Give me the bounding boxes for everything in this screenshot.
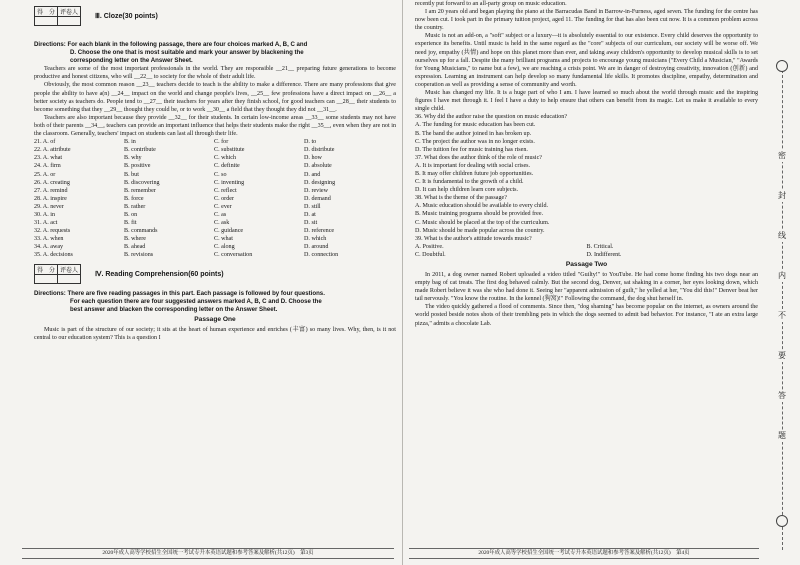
cloze-option: B. fit — [124, 220, 137, 227]
seal-line-char: 内 — [775, 270, 789, 282]
seal-line-char: 题 — [775, 430, 789, 442]
questions-36-39 — [415, 113, 758, 259]
question-stem: 38. What is the theme of the passage? — [415, 195, 507, 202]
left-footer: 2020年成人高等学校招生全国统一考试专升本英语试题和参考答案及解析(共12页) 第3页 — [22, 548, 394, 559]
cloze-option: C. ever — [214, 203, 232, 210]
cloze-option: D. which — [304, 236, 327, 243]
answer-option: B. Music training programs should be provided free. — [415, 211, 544, 218]
seal-line-char: 要 — [775, 350, 789, 362]
cloze-options — [34, 138, 396, 259]
cloze-option: D. connection — [304, 252, 339, 259]
cloze-option: 24. A. firm — [34, 163, 61, 170]
cloze-option: D. around — [304, 244, 329, 251]
question-stem: 36. Why did the author raise the question on music education? — [415, 114, 568, 121]
right-page — [403, 0, 761, 565]
cloze-option: 31. A. act — [34, 220, 58, 227]
section3-title: Ⅲ. Cloze(30 points) — [95, 13, 158, 20]
cloze-option: D. absolute — [304, 163, 332, 170]
question-options — [415, 202, 758, 234]
answer-option: D. The tuition fee for music training has risen. — [415, 146, 528, 153]
cloze-option: C. what — [214, 236, 233, 243]
seal-line-char: 封 — [775, 190, 789, 202]
answer-option: C. The project the author was in no longer exists. — [415, 138, 535, 145]
cloze-option: B. positive — [124, 163, 151, 170]
cloze-option: D. and — [304, 171, 321, 178]
section4-title: Ⅳ. Reading Comprehension(60 points) — [95, 270, 224, 278]
cloze-option: 22. A. attribute — [34, 147, 71, 154]
cloze-option: C. definite — [214, 163, 240, 170]
cloze-option: 34. A. away — [34, 244, 64, 251]
cloze-option: D. at — [304, 211, 316, 218]
question-options — [415, 162, 758, 194]
passage-two — [415, 271, 758, 328]
answer-option: B. Critical. — [586, 243, 614, 250]
cloze-option: 32. A. requests — [34, 228, 71, 235]
cloze-option: C. inventing — [214, 179, 245, 186]
cloze-option: 23. A. what — [34, 155, 63, 162]
cloze-option: D. sit — [304, 220, 318, 227]
cloze-option: C. which — [214, 155, 237, 162]
cloze-option: C. guidance — [214, 228, 244, 235]
cloze-option: C. along — [214, 244, 235, 251]
passage-paragraph: Music has changed my life. It is a huge part of who I am. I have learned so much about the world through music and the inspiring figures I have met through it. I feel I have a duty to help ensure that others can benefit from its magic. Let us make it available to every single child. — [415, 90, 758, 113]
cloze-option: B. but — [124, 171, 139, 178]
cloze-option: C. ask — [214, 220, 230, 227]
cloze-option: 27. A. remind — [34, 187, 68, 194]
passage-two-title: Passage Two — [565, 261, 608, 268]
seal-line-char: 线 — [775, 230, 789, 242]
cloze-option: 33. A. when — [34, 236, 64, 243]
answer-option: B. It may offer children future job opportunities. — [415, 170, 534, 177]
cloze-directions: Directions: For each blank in the following passage, there are four choices marked A, B, C and D. Choose the one that is most suitable and mark your answer by blackening the corresponding letter on the Answer Sheet. — [34, 41, 308, 65]
passage-one-start: Music is part of the structure of our society; it sits at the heart of human experience and enriches (丰富) so many lives. Why, then, is it not central to our education system? This is a question I — [34, 326, 396, 341]
cloze-option: D. demand — [304, 195, 331, 202]
cloze-option: 35. A. decisions — [34, 252, 73, 259]
cloze-option: B. commands — [124, 228, 158, 235]
cloze-option: C. order — [214, 195, 234, 202]
section3-header — [34, 6, 396, 26]
cloze-paragraph: Obviously, the most common reason __23__ teachers decide to teach is the ability to make a difference. There are many professions that give people the ability to have a(n) __24__ impact on the world and change people's lives, __25__ few professions have a direct impact on __26__ a better society as teachers do. People tend to __27__ their teachers for years after they finish school, for good teachers can __28__ their students to become something that they __29__ thought they could be, or to work __30__ a field that they thought they did not __31__. — [34, 82, 396, 113]
question-stem: 39. What is the author's attitude towards music? — [415, 235, 532, 242]
cloze-option: C. so — [214, 171, 227, 178]
cloze-option: B. remember — [124, 187, 156, 194]
cloze-option: 21. A. of — [34, 139, 56, 146]
answer-option: A. The funding for music education has been cut. — [415, 122, 536, 129]
cloze-option: D. designing — [304, 179, 336, 186]
binding-hole — [776, 515, 788, 527]
answer-option: A. Music education should be available to every child. — [415, 203, 549, 210]
score-box: 得 分 评卷人 — [34, 6, 81, 26]
cloze-option: 26. A. creating — [34, 179, 70, 186]
passage-paragraph: The video quickly gathered a flood of comments. Since then, "dog shaming" has become popular on the internet, as owners around the world posted beside notes shots of their trembling pets in which the dogs seemed to admit bad behavior. For instance, "I ate an extra large pizza," admits a chocolate Lab. — [415, 304, 758, 327]
cloze-option: C. substitute — [214, 147, 245, 154]
cloze-option: D. distribute — [304, 147, 335, 154]
cloze-option: D. review — [304, 187, 329, 194]
cloze-option: 25. A. or — [34, 171, 56, 178]
answer-option: B. The band the author joined in has broken up. — [415, 130, 532, 137]
question — [415, 113, 758, 153]
cloze-option: D. still — [304, 203, 321, 210]
answer-option: C. It is fundamental to the growth of a child. — [415, 179, 524, 186]
cloze-option: B. contribute — [124, 147, 156, 154]
cloze-paragraph: Teachers are some of the most important professionals in the world. They are responsible __21__ preparing future generations to become productive and honest citizens, who will __22__ to society for the whole of their adult life. — [34, 66, 396, 81]
seal-line — [782, 60, 783, 550]
cloze-option: C. as — [214, 211, 227, 218]
passage-one-title: Passage One — [194, 315, 236, 323]
passage-paragraph: In 2011, a dog owner named Robert uploaded a video titled "Guilty!" to YouTube. He had come home finding his two dogs near an empty bag of cat treats. The first dog behaved calmly. But the second dog, Denver, sat shaking in a corner, her eyes looking down, which made Robert believe it was she who had done it. Seeing her "apparent admission of guilt," he yelled at her, "You did this!" Denver beat her tail nervously. "You know the routine. In the kennel (狗窝)!" Following the command, the dog shut herself in. — [415, 272, 758, 303]
cloze-option: B. ahead — [124, 244, 146, 251]
question — [415, 154, 758, 194]
binding-hole — [776, 60, 788, 72]
reading-directions: Directions: There are five reading passages in this part. Each passage is followed by four questions. For each question there are four suggested answers marked A, B, C and D. Choose the best answer and blacken the corresponding letter on the Answer Sheet. — [34, 289, 325, 313]
answer-option: A. Positive. — [415, 243, 444, 250]
cloze-option: B. on — [124, 211, 138, 218]
right-column — [415, 0, 758, 328]
cloze-option: C. for — [214, 139, 229, 146]
answer-option: D. Music should be made popular across the country. — [415, 227, 545, 234]
cloze-option: B. discovering — [124, 179, 160, 186]
cloze-paragraph: Teachers are also important because they provide __32__ for their students. In certain low-income areas __33__ some students may not have both of their parents __34__, teachers can provide an important influence that helps their students make the right __35__, even when they are not in the classroom. Generally, teachers' impact on students can last all through their life. — [34, 114, 396, 138]
question-options — [415, 243, 758, 259]
passage-paragraph: recently put forward to an all-party group on music education. — [415, 1, 567, 7]
passage-paragraph: I am 20 years old and began playing the piano at the Barracudas Band in Barrow-in-Furness, aged seven. The funding for the centre has now been cut. I took part in the primary tuition project, aged 11. The funding for that has also been cut now. It is a common problem across the country. — [415, 9, 758, 32]
score-box: 得 分 评卷人 — [34, 264, 81, 284]
question-stem: 37. What does the author think of the role of music? — [415, 154, 542, 161]
question-options — [415, 121, 758, 153]
cloze-option: 30. A. in — [34, 211, 55, 218]
cloze-option: B. why — [124, 155, 142, 162]
cloze-option: B. in — [124, 139, 136, 146]
answer-option: A. It is important for dealing with social crises. — [415, 162, 531, 169]
question — [415, 235, 758, 259]
cloze-option: B. where — [124, 236, 146, 243]
seal-line-char: 答 — [775, 390, 789, 402]
seal-line-char: 密 — [775, 150, 789, 162]
cloze-option: B. rather — [124, 203, 146, 210]
question — [415, 194, 758, 234]
passage-paragraph: Music is not an add-on, a "soft" subject or a luxury—it is absolutely essential to our existence. Every child deserves the opportunity to experience its benefits. Until music is held in the same regard as the "core" subjects of our curriculum, our society will be worse off. We need joy, empathy (共情) and hope on this planet more than ever, and taking away children's opportunity to develop musical skills is to set ourselves up for a fall. Despite the many brilliant programs and projects to encourage young musicians ("Every Child a Musician," "Awards for Young Musicians," to name but a few), we are reaching a crisis point. We are in danger of destroying creativity, innovation (创新) and expression. Learning an instrument can help develop so many fundamental life skills. It promotes discipline, empathy, determination and cooperation as well as providing a sense of community and worth. — [415, 33, 758, 88]
binding-margin — [761, 0, 800, 565]
cloze-option: B. force — [124, 195, 144, 202]
cloze-option: C. conversation — [214, 252, 253, 259]
cloze-option: 28. A. inspire — [34, 195, 67, 202]
cloze-option: B. revisions — [124, 252, 154, 259]
answer-option: C. Doubtful. — [415, 251, 446, 258]
section4-header — [34, 264, 396, 284]
cloze-option: C. reflect — [214, 187, 237, 194]
answer-option: C. Music should be placed at the top of the curriculum. — [415, 219, 550, 226]
cloze-option: 29. A. never — [34, 203, 64, 210]
passage-one-continued — [415, 0, 758, 113]
cloze-option: D. reference — [304, 228, 335, 235]
answer-option: D. Indifferent. — [586, 251, 622, 258]
right-footer: 2020年成人高等学校招生全国统一考试专升本英语试题和参考答案及解析(共12页) 第4页 — [409, 548, 759, 559]
seal-line-char: 不 — [775, 310, 789, 322]
cloze-option: D. how — [304, 155, 322, 162]
left-column — [34, 0, 396, 342]
cloze-passage — [34, 65, 396, 138]
answer-option: D. It can help children learn core subjects. — [415, 187, 519, 194]
cloze-option: D. to — [304, 139, 317, 146]
